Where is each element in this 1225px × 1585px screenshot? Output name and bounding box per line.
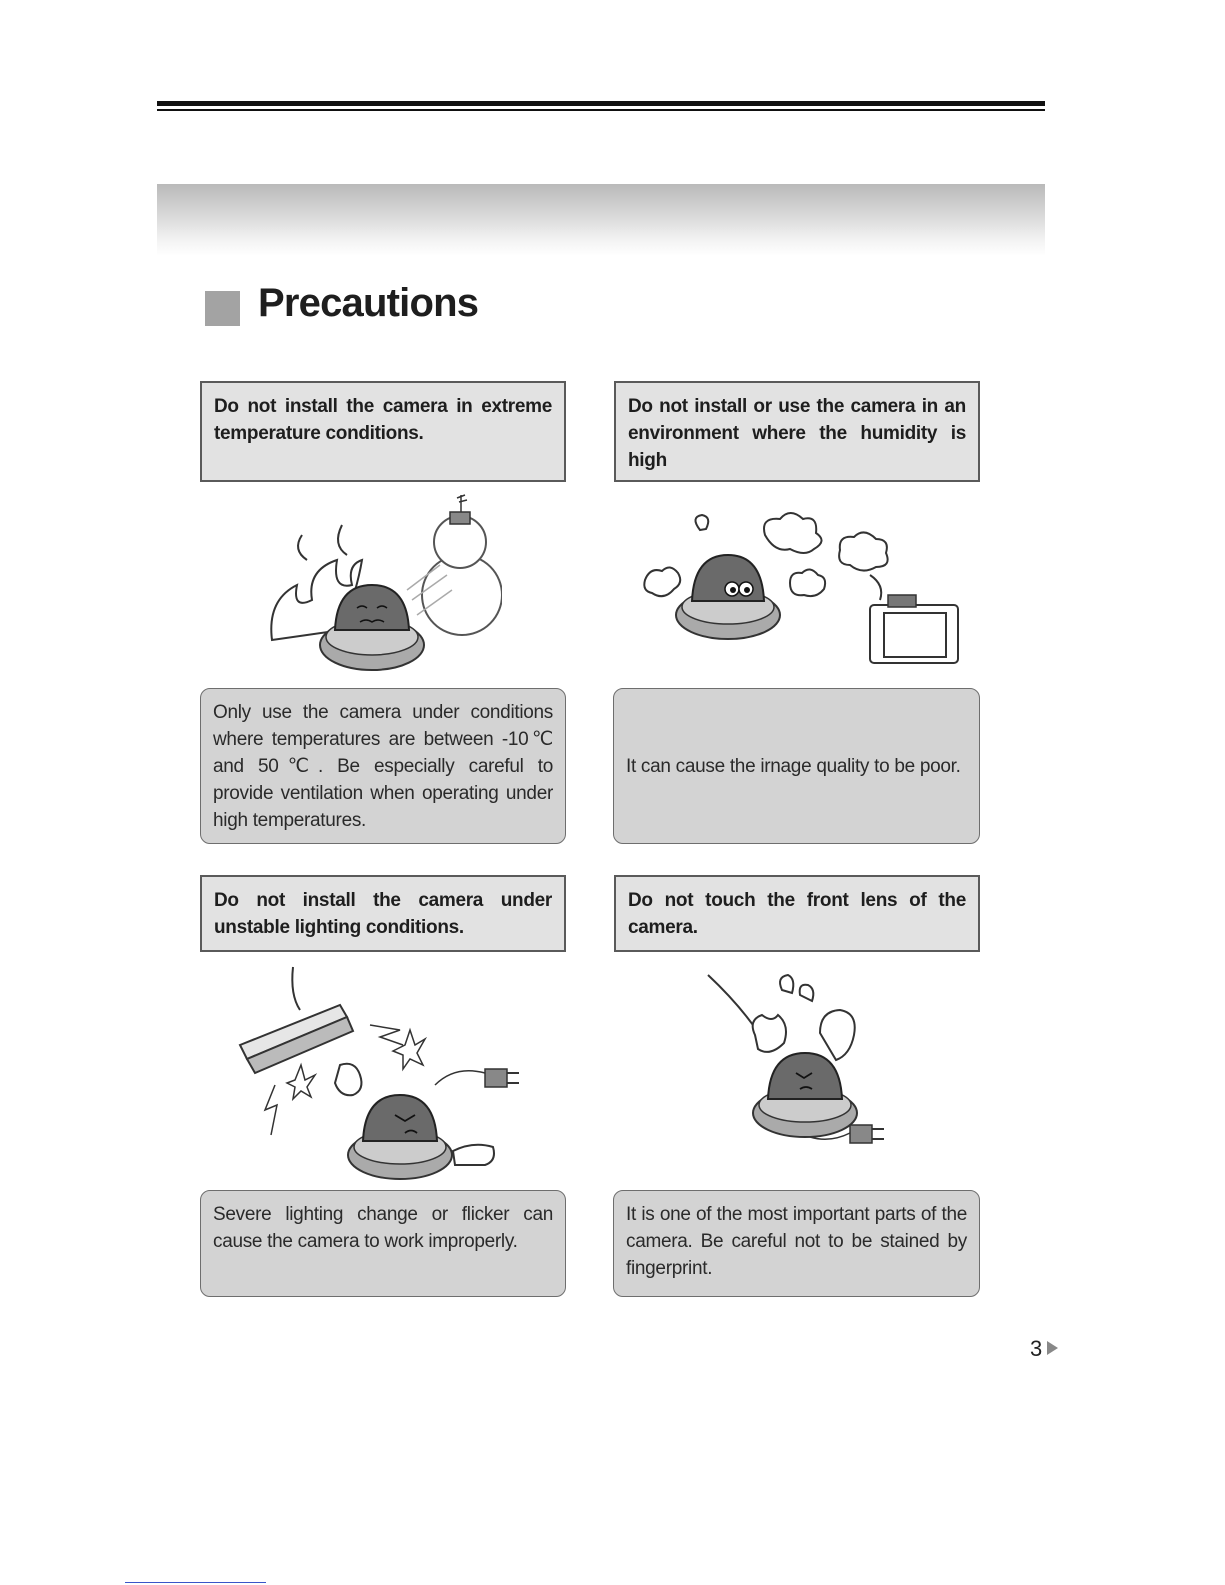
next-arrow-icon [1047, 1341, 1059, 1355]
card-body-humidity [613, 688, 980, 844]
card-body-temperature: Only use the camera under conditions where temperatures are between -10℃ and 50℃. Be especially careful to provide ventilation when operating under high temperatures. [200, 688, 566, 844]
card-body-humidity-text: It can cause the irnage quality to be poor. [626, 755, 961, 777]
title-marker-square [205, 291, 240, 326]
card-heading-temperature: Do not install the camera in extreme temperature conditions. [200, 381, 566, 482]
bottom-link-underline [125, 1582, 266, 1583]
camera-flicker-lamp-icon [235, 965, 525, 1185]
card-body-lens: It is one of the most important parts of the camera. Be careful not to be stained by fingerprint. [613, 1190, 980, 1297]
camera-heat-cold-icon [262, 490, 502, 680]
card-heading-lighting: Do not install the camera under unstable lighting conditions. [200, 875, 566, 952]
camera-fingerprint-icon [700, 965, 900, 1155]
section-banner [157, 184, 1045, 256]
header-rule-thin [157, 109, 1045, 111]
camera-humidity-icon [640, 505, 970, 670]
card-heading-lens: Do not touch the front lens of the camera. [614, 875, 980, 952]
card-heading-humidity: Do not install or use the camera in an environment where the humidity is high [614, 381, 980, 482]
page-number: 3 [1030, 1336, 1043, 1361]
page-title: Precautions [258, 281, 479, 325]
card-body-lighting: Severe lighting change or flicker can cause the camera to work improperly. [200, 1190, 566, 1297]
header-rule-thick [157, 101, 1045, 106]
